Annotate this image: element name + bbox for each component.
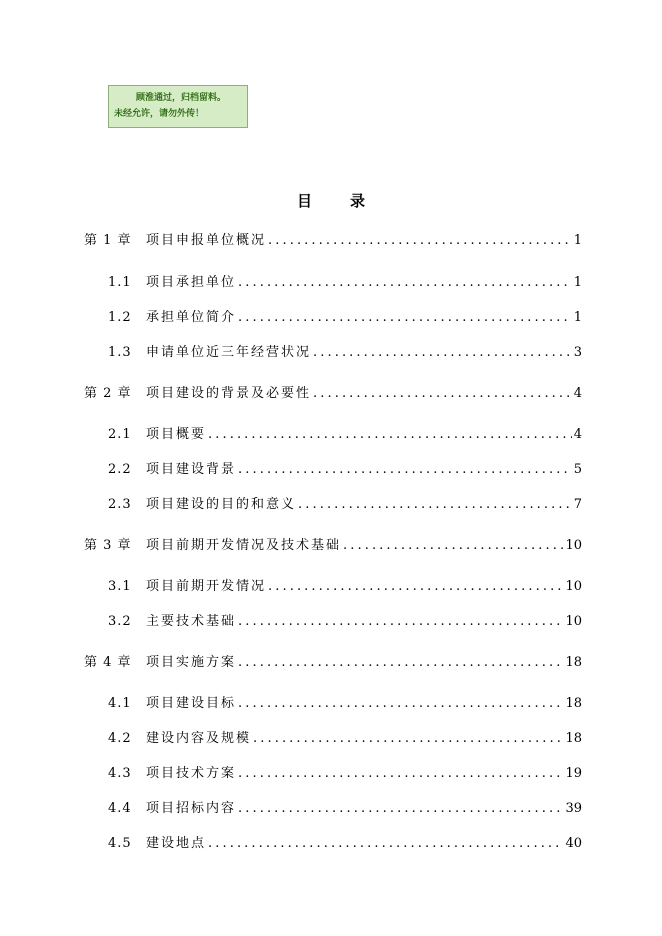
toc-chapter-entry[interactable] <box>84 384 582 404</box>
toc-section-entry[interactable] <box>108 834 582 854</box>
toc-chapter-entry[interactable] <box>84 231 582 251</box>
toc-entry-number: 4.4 <box>108 801 132 816</box>
toc-entry-label: 建设内容及规模 <box>146 731 252 746</box>
toc-entry-page: 19 <box>565 766 582 781</box>
toc-entry-number: 4.3 <box>108 766 132 781</box>
toc-entry-page: 7 <box>573 497 582 512</box>
notice-line-1: 顾淮通过，归档留料。 <box>136 93 227 103</box>
toc-section-entry[interactable] <box>108 764 582 784</box>
toc-entry-page: 10 <box>565 579 582 594</box>
toc-entry-label: 项目建设背景 <box>146 462 237 477</box>
toc-entry-number: 第 2 章 <box>84 386 132 401</box>
toc-entry-label: 项目承担单位 <box>146 275 237 290</box>
toc-entry-label: 项目申报单位概况 <box>146 233 267 248</box>
dot-leader <box>238 308 572 328</box>
toc-entry-page: 18 <box>565 696 582 711</box>
toc-entry-number: 3.2 <box>108 614 132 629</box>
toc-entry-page: 3 <box>573 345 582 360</box>
dot-leader <box>208 425 572 445</box>
dot-leader <box>343 536 563 556</box>
toc-entry-page: 10 <box>565 538 582 553</box>
dot-leader <box>253 729 563 749</box>
toc-entry-label: 项目前期开发情况 <box>146 579 267 594</box>
toc-entry-page: 39 <box>565 801 582 816</box>
toc-entry-label: 项目实施方案 <box>146 655 237 670</box>
dot-leader <box>313 343 572 363</box>
dot-leader <box>238 694 563 714</box>
toc-entry-page: 10 <box>565 614 582 629</box>
toc-entry-number: 3.1 <box>108 579 132 594</box>
toc-section-entry[interactable] <box>108 460 582 480</box>
toc-entry-label: 申请单位近三年经营状况 <box>146 345 312 360</box>
toc-entry-label: 项目建设的背景及必要性 <box>146 386 312 401</box>
toc-entry-number: 2.1 <box>108 427 132 442</box>
toc-section-entry[interactable] <box>108 577 582 597</box>
toc-entry-page: 18 <box>565 731 582 746</box>
toc-section-entry[interactable] <box>108 425 582 445</box>
dot-leader <box>238 799 563 819</box>
toc-section-entry[interactable] <box>108 495 582 515</box>
toc-chapter-entry[interactable] <box>84 653 582 673</box>
dot-leader <box>208 834 563 854</box>
toc-entry-number: 4.5 <box>108 836 132 851</box>
toc-entry-page: 4 <box>573 386 582 401</box>
toc-entry-number: 2.2 <box>108 462 132 477</box>
toc-entry-page: 18 <box>565 655 582 670</box>
toc-entry-label: 建设地点 <box>146 836 207 851</box>
toc-entry-page: 1 <box>573 310 582 325</box>
dot-leader <box>238 653 563 673</box>
dot-leader <box>238 460 572 480</box>
toc-entry-page: 1 <box>573 233 582 248</box>
toc-entry-number: 第 4 章 <box>84 655 132 670</box>
toc-section-entry[interactable] <box>108 694 582 714</box>
toc-entry-label: 项目前期开发情况及技术基础 <box>146 538 342 553</box>
toc-entry-label: 项目建设的目的和意义 <box>146 497 297 512</box>
toc-entry-number: 1.1 <box>108 275 132 290</box>
dot-leader <box>298 495 572 515</box>
toc-entry-number: 4.2 <box>108 731 132 746</box>
confidential-notice-stamp <box>108 85 248 128</box>
toc-section-entry[interactable] <box>108 729 582 749</box>
toc-entry-number: 2.3 <box>108 497 132 512</box>
toc-entry-page: 1 <box>573 275 582 290</box>
toc-section-entry[interactable] <box>108 343 582 363</box>
toc-section-entry[interactable] <box>108 612 582 632</box>
toc-entry-label: 项目技术方案 <box>146 766 237 781</box>
toc-entry-number: 4.1 <box>108 696 132 711</box>
dot-leader <box>238 764 563 784</box>
toc-entry-page: 5 <box>573 462 582 477</box>
toc-entry-number: 第 1 章 <box>84 233 132 248</box>
toc-entry-label: 主要技术基础 <box>146 614 237 629</box>
toc-entry-number: 1.3 <box>108 345 132 360</box>
toc-entry-number: 1.2 <box>108 310 132 325</box>
toc-entry-label: 承担单位简介 <box>146 310 237 325</box>
dot-leader <box>268 577 563 597</box>
notice-line-2: 未经允许，请勿外传！ <box>114 109 205 119</box>
toc-section-entry[interactable] <box>108 799 582 819</box>
toc-entry-number: 第 3 章 <box>84 538 132 553</box>
dot-leader <box>238 612 563 632</box>
toc-section-entry[interactable] <box>108 308 582 328</box>
toc-entry-label: 项目概要 <box>146 427 207 442</box>
toc-entry-page: 4 <box>573 427 582 442</box>
toc-section-entry[interactable] <box>108 273 582 293</box>
toc-entry-label: 项目建设目标 <box>146 696 237 711</box>
toc-entry-page: 40 <box>565 836 582 851</box>
dot-leader <box>268 231 572 251</box>
toc-chapter-entry[interactable] <box>84 536 582 556</box>
dot-leader <box>313 384 572 404</box>
toc-entry-label: 项目招标内容 <box>146 801 237 816</box>
dot-leader <box>238 273 572 293</box>
toc-title: 目录 <box>296 192 403 210</box>
